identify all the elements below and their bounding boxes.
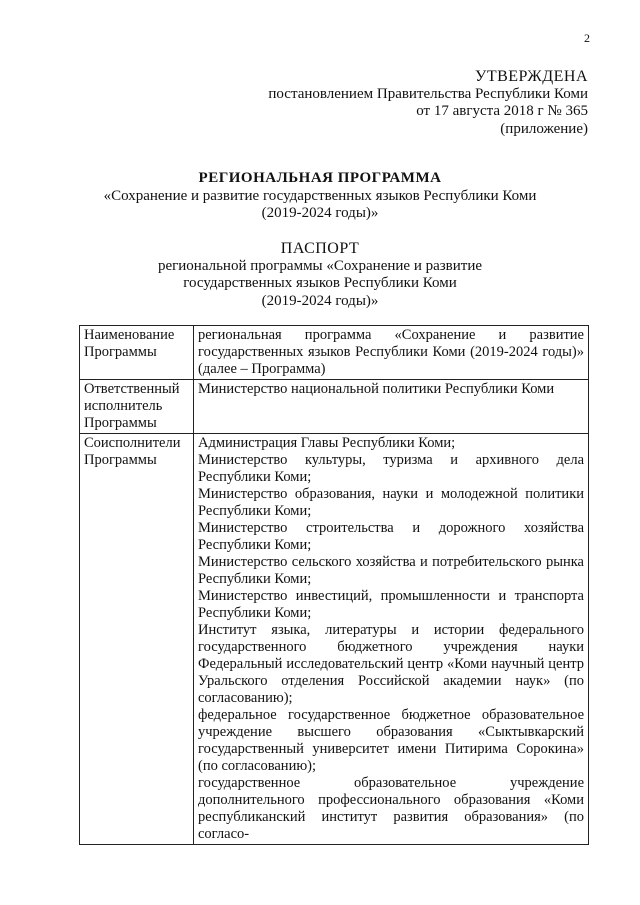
program-title-block xyxy=(0,170,640,223)
row-label: Наименование Программы xyxy=(80,326,194,380)
table-row xyxy=(80,380,589,434)
passport-title-line: (2019-2024 годы)» xyxy=(261,292,379,309)
approval-line: постановлением Правительства Республики Коми xyxy=(268,85,588,102)
passport-table xyxy=(79,325,589,845)
passport-title-line: государственных языков Республики Коми xyxy=(183,275,457,291)
passport-title-line: региональной программы «Сохранение и развитие xyxy=(157,257,483,274)
list-item: Министерство строительства и дорожного хозяйства Республики Коми; xyxy=(198,520,584,553)
list-item: Министерство культуры, туризма и архивного дела Республики Коми; xyxy=(198,452,584,485)
approval-title: УТВЕРЖДЕНА xyxy=(474,68,588,85)
row-value xyxy=(194,380,589,434)
row-value xyxy=(194,434,589,845)
row-value xyxy=(194,326,589,380)
list-item: Министерство сельского хозяйства и потребительского рынка Республики Коми; xyxy=(198,554,584,587)
list-item: Министерство национальной политики Республики Коми xyxy=(198,381,555,397)
list-item: Министерство образования, науки и молодежной политики Республики Коми; xyxy=(198,486,584,519)
row-label: Соисполнители Программы xyxy=(80,434,194,845)
approval-line: от 17 августа 2018 г № 365 xyxy=(416,103,588,119)
table-row xyxy=(80,434,589,845)
passport-heading: ПАСПОРТ xyxy=(280,240,360,257)
program-heading: РЕГИОНАЛЬНАЯ ПРОГРАММА xyxy=(198,170,442,186)
table-row xyxy=(80,326,589,380)
list-item: федеральное государственное бюджетное образовательное учреждение высшего образования «Сыктывкарский государственный университет имени Питирима Сорокина» (по согласованию); xyxy=(198,707,584,774)
row-label: Ответственный исполнитель Программы xyxy=(80,380,194,434)
passport-title-block xyxy=(0,240,640,310)
list-item: Администрация Главы Республики Коми; xyxy=(198,435,456,451)
list-item: государственное образовательное учреждение дополнительного профессионального образования «Коми республиканский институт развития образования» (по согласо- xyxy=(198,775,584,842)
list-item: Институт языка, литературы и истории федерального государственного бюджетного учреждения науки Федеральный исследовательский центр «Коми научный центр Уральского отделения Российской академии наук» (по согласованию); xyxy=(198,622,584,706)
approval-block xyxy=(268,68,588,138)
program-title-line: (2019-2024 годы)» xyxy=(261,205,379,221)
page-number: 2 xyxy=(584,31,590,45)
list-item: региональная программа «Сохранение и развитие государственных языков Республики Коми (2019-2024 годы)» (далее – Программа) xyxy=(198,327,584,377)
list-item: Министерство инвестиций, промышленности и транспорта Республики Коми; xyxy=(198,588,584,621)
approval-line: (приложение) xyxy=(500,120,588,137)
program-title-line: «Сохранение и развитие государственных языков Республики Коми xyxy=(103,187,537,204)
